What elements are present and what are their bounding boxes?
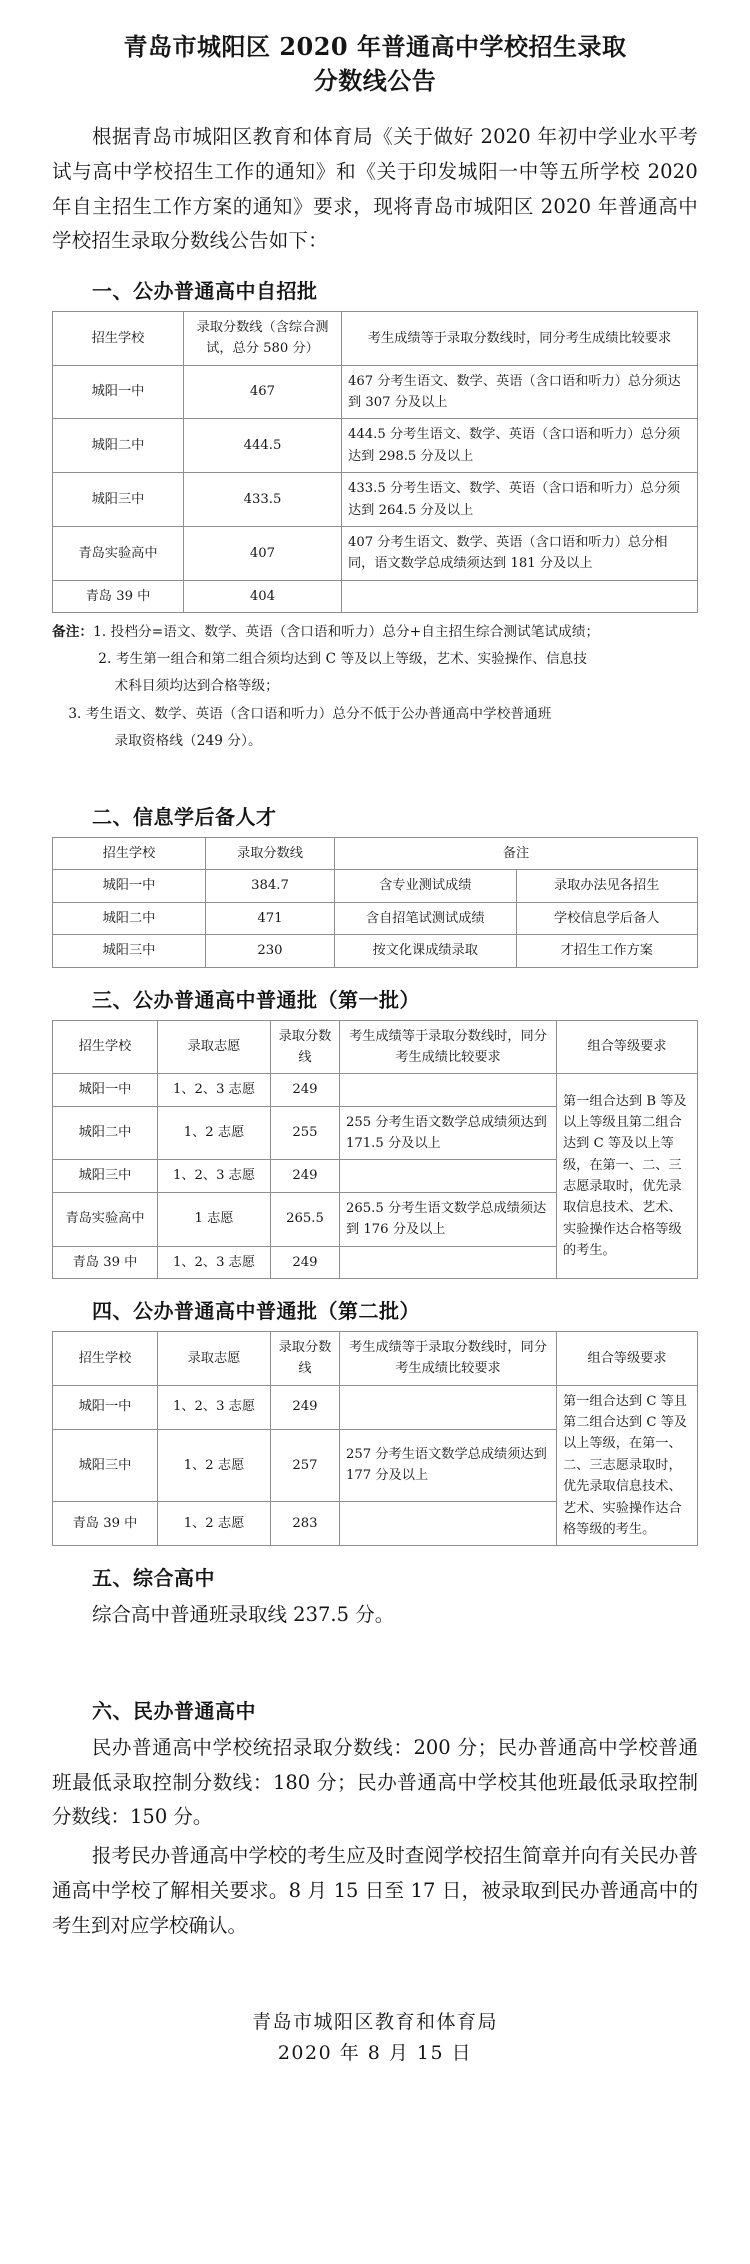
section-4-table [52,1331,698,1546]
note-item-2b: 术科目须均达到合格等级； [114,678,279,695]
section-2-heading: 二、信息学后备人才 [92,805,277,830]
cell-note [340,1385,557,1429]
cell-score: 249 [271,1246,340,1278]
cell-school: 城阳一中 [53,870,206,902]
cell-school: 城阳三中 [53,935,206,967]
section-5-body: 综合高中普通班录取线 237.5 分。 [91,1603,395,1627]
cell-choice: 1、2、3 志愿 [158,1074,271,1106]
signoff-date: 2020 年 8 月 15 日 [277,2041,473,2064]
table-row [53,365,698,419]
cell-choice: 1、2 志愿 [158,1502,271,1546]
section-6-paragraph-2: 报考民办普通高中学校的考生应及时查阅学校招生简章并向有关民办普通高中学校了解相关要求。8 月 15 日至 17 日，被录取到民办普通高中的考生到对应学校确认。 [52,1844,698,1937]
cell-note: 407 分考生语文、数学、英语（含口语和听力）总分相同，语文数学总成绩须达到 181 分及以上 [342,526,698,580]
cell-side-note-line: 学校信息学后备人 [516,902,698,934]
col-header-grade: 组合等级要求 [557,1020,698,1074]
cell-score: 249 [271,1385,340,1429]
table-row [53,935,698,967]
table-header-row [53,838,698,870]
cell-note: 含自招笔试测试成绩 [335,902,517,934]
cell-note: 265.5 分考生语文数学总成绩须达到 176 分及以上 [340,1192,557,1246]
cell-side-note-line: 才招生工作方案 [516,935,698,967]
section-5-heading: 五、综合高中 [92,1566,215,1591]
table-row [53,1074,698,1106]
table-row [53,526,698,580]
cell-note: 含专业测试成绩 [335,870,517,902]
cell-school: 城阳三中 [53,1429,158,1502]
cell-note: 257 分考生语文数学总成绩须达到 177 分及以上 [340,1429,557,1502]
cell-note [340,1246,557,1278]
table-row [53,473,698,527]
cell-score: 471 [206,902,335,934]
cell-note: 255 分考生语文数学总成绩须达到 171.5 分及以上 [340,1106,557,1160]
section-1-notes [52,619,698,755]
cell-score: 255 [271,1106,340,1160]
signoff-block [52,2007,698,2069]
col-header-score: 录取分数线 [206,838,335,870]
section-2-table [52,837,698,968]
cell-note [340,1160,557,1192]
table-header-row [53,1331,698,1385]
cell-choice: 1、2 志愿 [158,1106,271,1160]
table-header-row [53,311,698,365]
cell-school: 青岛 39 中 [53,1502,158,1546]
cell-score: 230 [206,935,335,967]
cell-choice: 1、2、3 志愿 [158,1246,271,1278]
cell-note: 444.5 分考生语文、数学、英语（含口语和听力）总分须达到 298.5 分及以上 [342,419,698,473]
col-header-score: 录取分数线（含综合测试，总分 580 分） [184,311,342,365]
col-header-school: 招生学校 [53,1020,158,1074]
section-3-heading: 三、公办普通高中普通批（第一批） [92,987,420,1012]
cell-school: 城阳二中 [53,1106,158,1160]
table-row [53,580,698,612]
col-header-choice: 录取志愿 [158,1331,271,1385]
cell-score: 444.5 [184,419,342,473]
col-header-grade: 组合等级要求 [557,1331,698,1385]
cell-score: 265.5 [271,1192,340,1246]
notes-label: 备注： [52,624,94,641]
cell-side-note-line: 录取办法见各招生 [516,870,698,902]
cell-score: 384.7 [206,870,335,902]
table-row [53,1385,698,1429]
cell-score: 467 [184,365,342,419]
cell-school: 青岛实验高中 [53,526,184,580]
page-title-line-2: 分数线公告 [313,66,437,96]
col-header-tiebreak: 考生成绩等于录取分数线时，同分考生成绩比较要求 [342,311,698,365]
col-header-tiebreak: 考生成绩等于录取分数线时，同分考生成绩比较要求 [340,1331,557,1385]
cell-note [342,580,698,612]
page-title-line-1: 青岛市城阳区 2020 年普通高中学校招生录取 [123,32,627,61]
cell-grade-requirement: 第一组合达到 C 等且第二组合达到 C 等及以上等级，在第一、二、三志愿录取时，优先录取信息技术、艺术、实验操作达合格等级的考生。 [557,1385,698,1546]
cell-school: 城阳一中 [53,365,184,419]
col-header-score: 录取分数线 [271,1020,340,1074]
table-row [53,902,698,934]
cell-school: 城阳二中 [53,902,206,934]
col-header-school: 招生学校 [53,311,184,365]
col-header-school: 招生学校 [53,838,206,870]
cell-note [340,1074,557,1106]
cell-school: 青岛实验高中 [53,1192,158,1246]
cell-school: 城阳三中 [53,473,184,527]
cell-school: 城阳三中 [53,1160,158,1192]
signoff-issuer: 青岛市城阳区教育和体育局 [251,2011,498,2034]
cell-score: 433.5 [184,473,342,527]
cell-score: 249 [271,1074,340,1106]
section-6-paragraph-1: 民办普通高中学校统招录取分数线：200 分；民办普通高中学校普通班最低录取控制分数线：180 分；民办普通高中学校其他班最低录取控制分数线：150 分。 [52,1735,698,1829]
col-header-tiebreak: 考生成绩等于录取分数线时，同分考生成绩比较要求 [340,1020,557,1074]
table-header-row [53,1020,698,1074]
cell-score: 249 [271,1160,340,1192]
section-3-table [52,1020,698,1279]
cell-school: 城阳一中 [53,1074,158,1106]
spacer [52,1633,698,1679]
note-item-3b: 录取资格线（249 分）。 [114,732,262,749]
spacer [52,755,698,785]
cell-school: 青岛 39 中 [53,1246,158,1278]
cell-score: 407 [184,526,342,580]
cell-note: 按文化课成绩录取 [335,935,517,967]
cell-score: 404 [184,580,342,612]
note-item-1 [52,619,698,646]
cell-school: 城阳一中 [53,1385,158,1429]
col-header-score: 录取分数线 [271,1331,340,1385]
cell-score: 283 [271,1502,340,1546]
intro-paragraph [52,120,698,259]
cell-note: 433.5 分考生语文、数学、英语（含口语和听力）总分须达到 264.5 分及以上 [342,473,698,527]
cell-score: 257 [271,1429,340,1502]
cell-note: 467 分考生语文、数学、英语（含口语和听力）总分须达到 307 分及以上 [342,365,698,419]
cell-school: 青岛 39 中 [53,580,184,612]
cell-grade-requirement: 第一组合达到 B 等及以上等级且第二组合达到 C 等及以上等级，在第一、二、三志愿录取时，优先录取信息技术、艺术、实验操作达合格等级的考生。 [557,1074,698,1279]
section-6-heading: 六、民办普通高中 [92,1698,256,1723]
intro-text: 根据青岛市城阳区教育和体育局《关于做好 2020 年初中学业水平考试与高中学校招生工作的通知》和《关于印发城阳一中等五所学校 2020 年自主招生工作方案的通知》要求，现将青岛市城阳区 2020 年普通高中学校招生录取分数线公告如下： [52,125,698,253]
cell-school: 城阳二中 [53,419,184,473]
cell-choice: 1、2 志愿 [158,1429,271,1502]
note-item-3a: 3. 考生语文、数学、英语（含口语和听力）总分不低于公办普通高中学校普通班 [68,705,552,722]
section-1-heading: 一、公办普通高中自招批 [92,278,318,303]
note-item-2a: 2. 考生第一组合和第二组合须均达到 C 等及以上等级，艺术、实验操作、信息技 [98,651,588,668]
cell-choice: 1、2、3 志愿 [158,1160,271,1192]
section-4-heading: 四、公办普通高中普通批（第二批） [92,1298,420,1323]
cell-choice: 1 志愿 [158,1192,271,1246]
col-header-choice: 录取志愿 [158,1020,271,1074]
col-header-remark: 备注 [335,838,698,870]
page-title [52,30,698,98]
note-1-text: 1. 投档分=语文、数学、英语（含口语和听力）总分+自主招生综合测试笔试成绩； [93,624,600,641]
section-1-table [52,311,698,613]
table-row [53,419,698,473]
cell-choice: 1、2、3 志愿 [158,1385,271,1429]
col-header-school: 招生学校 [53,1331,158,1385]
table-row [53,870,698,902]
cell-note [340,1502,557,1546]
